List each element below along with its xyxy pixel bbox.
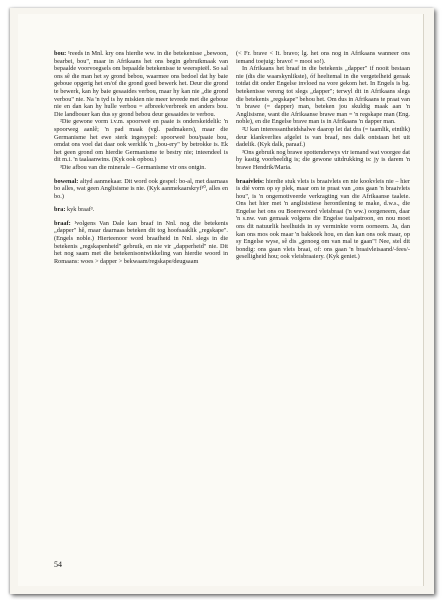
left-column: [54, 50, 228, 271]
dictionary-entry: [54, 178, 228, 201]
dictionary-entry: [54, 50, 228, 172]
entry-paragraph: [54, 50, 228, 118]
entry-paragraph: [236, 50, 410, 65]
entry-text: altyd aanmekaar. Dit word ook gespel: bo-al, met daarnaas bo alles, wat geen Anglisisme is nie. (Kyk aanmekaarskryf¹⁰, alles en bo.): [54, 177, 229, 200]
entry-paragraph: [54, 206, 228, 214]
entry-headword: braaivleis:: [236, 177, 265, 185]
entry-headword: bra:: [54, 206, 66, 214]
entry-paragraph: [236, 65, 410, 126]
entry-headword: braaf:: [54, 219, 71, 227]
entry-text: ²U kan interessantheidshalwe daarop let dat dra (= taamlik, eintlik) deur klankverlies afgelei is van braaf, nes dalk ontstaan het uit dadelik. (Kyk dalk, paraaf.): [236, 125, 410, 149]
book-page-frame: [10, 8, 434, 594]
entry-paragraph: [236, 126, 410, 149]
entry-text: hierdie stuk vleis is braaivleis en nie kookvleis nie – hier is dié vorm op sy plek, maar om te praat van „ons gaan 'n braaivleis hou", is 'n ongemotiveerde verkragting van die Afrikaanse taaleie. Ons het hier met 'n anglisistiese herontlening te make, d.w.s., die Engelse het ons ou Boerewoord vleisbraai ('n ww.) oorgeneem, daar 'n s.nw. van gemaak volgens die Engelse taalpatroon, en nou moet ons dit natuurlik heelhuids in sy verminkte vorm oorneem. Ja, dan kan ons mos ook maar 'n bakkoek hou, en dan kan ons ook maar, op sy Engelse wyse, sê dis „genoeg om van mal te gaan"! Nee, stel dit bondig: ons gaan vleis braai, of: ons gaan 'n braaivleisaand/-fees/-geselligheid hou; ook vleisbraaiery. (Kyk geniet.): [236, 177, 411, 261]
dictionary-entry: [236, 50, 410, 172]
dictionary-entry: [236, 178, 410, 262]
entry-text: ¹volgens Van Dale kan braaf in Nnl. nog die betekenis „dapper" hê, maar daarnaas beteken dit tog hoofsaaklik „regskape". (Engels noble.) Hierteenoor word braafheid in Nnl. slegs in die betekenis „regskapenheid" gebruik, en nie vir „dapperheid" nie. Dit het nog saam met die betekenisontwikkeling van hierdie woord in Romaans: woes > dapper > bekwaam/regskape/deugsaam: [54, 219, 229, 265]
entry-text: ³Ons gebruik nog brawe spottenderwys vir iemand wat voorgee dat hy kastig voorbeeldig is; die gewone uitdrukking is: jy is darem 'n brawe Hendrik/Maria.: [236, 148, 410, 171]
entry-text: In Afrikaans het braaf in die betekenis „dapper" if nooit bestaan nie (dis die waarskynlikste), óf heeltemal in die vergetelheid geraak totdat dit onder Engelse invloed na vore gekom het. In Engels is bg. betekenisse vereng tot slegs „dapper"; terwyl dit in Afrikaans slegs die betekenis „regskape" behou het. Om dus in Afrikaans te praat van 'n brawe (= dapper) man, beteken jou skuldig maak aan 'n Anglisisme, want die Afrikaanse brawe man = 'n regskape man (Eng. noble), en die Engelse brave man is in Afrikaans 'n dapper man.: [236, 65, 410, 126]
entry-paragraph: [236, 178, 410, 262]
right-column: [236, 50, 410, 267]
entry-text: (< Fr. brave < It. bravo; lg. het ons nog in Afrikaans wanneer ons iemand toejuig: bravo! = mooi so!).: [236, 50, 410, 65]
entry-headword: bou:: [54, 50, 67, 57]
dictionary-page: [18, 14, 424, 586]
entry-text: kyk braaf³.: [67, 206, 95, 214]
entry-paragraph: [236, 149, 410, 172]
dictionary-entry: [54, 220, 228, 266]
entry-paragraph: [54, 220, 228, 266]
entry-paragraph: [54, 118, 228, 164]
entry-text: ³Die afbou van die minerale – Germanisme vir ons ontgin.: [60, 163, 206, 171]
entry-paragraph: [54, 178, 228, 201]
dictionary-entry: [54, 206, 228, 214]
entry-paragraph: [54, 164, 228, 172]
page-number: 54: [54, 560, 62, 569]
entry-text: ¹reeds in Mnl. kry ons hierdie ww. in die betekenisse „bewoon, bearbei, bou", maar in Afrikaans het ons begin gebruikmaak van bepaalde voorvoegsels om bepaalde betekenisse te weerspieël. So sal ons sê die man het sy grond bebou, waarmee ons bedoel dat hy baie geboue opgerig het en/of die grond goed bewerk het. Deur die grond te bewerk, kan hy baie gesaaides verbou, maar hy kan nie „die grond verbou" nie. Na 'n tyd is hy miskien nie meer tevrede met die geboue nie en dan kan hy hulle verbou = afbreek/verbreek en anders bou. Die landbouer kan dus sy grond bebou deur gesaaides te verbou.: [54, 50, 228, 118]
entry-text: ²Die gewone vorm i.v.m. spoorweë en paaie is onderskeidelik: 'n spoorweg aanlê; 'n pad maak (vgl. padmakers), maar die Germanisme het ewe sterk ingesypel: spoorweë bou/paaie bou, omdat ons voel dat daar ook werklik 'n „bou-ery" by betrokke is. Ek het geen grond om hierdie Germanisme te bestry nie; inteendeel is dit m.i. 'n taalaanwins. (Kyk ook opbou.): [54, 118, 228, 164]
entry-headword: bowenal:: [54, 177, 79, 185]
